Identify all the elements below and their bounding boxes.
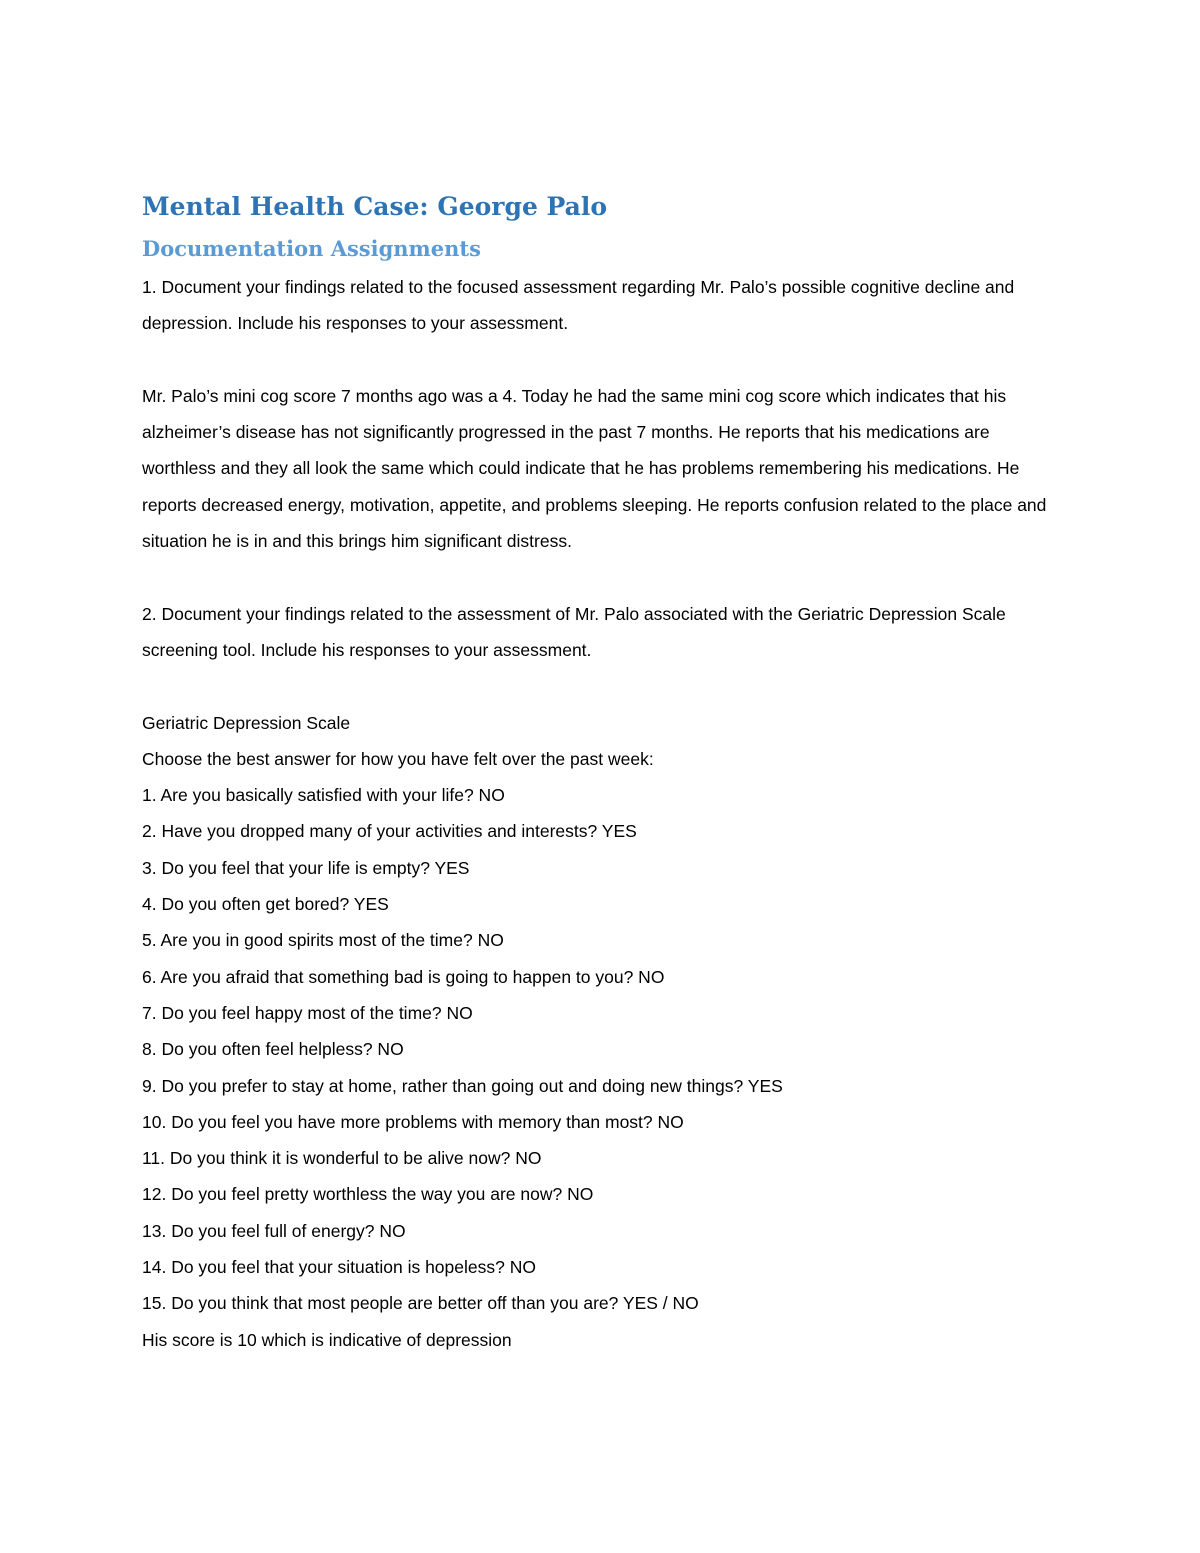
scale-item: 6. Are you afraid that something bad is going to happen to you? NO: [142, 966, 665, 987]
scale-item: 2. Have you dropped many of your activities and interests? YES: [142, 821, 637, 842]
blank-line: [142, 559, 1062, 595]
scale-item: 8. Do you often feel helpless? NO: [142, 1039, 404, 1060]
document-page: [142, 185, 1062, 1358]
document-title: Mental Health Case: George Palo: [142, 192, 608, 221]
scale-item: 3. Do you feel that your life is empty? YES: [142, 857, 470, 878]
blank-line: [142, 668, 1062, 704]
scale-item: 12. Do you feel pretty worthless the way you are now? NO: [142, 1184, 594, 1205]
scale-item: 15. Do you think that most people are better off than you are? YES / NO: [142, 1293, 699, 1314]
scale-item-list: [142, 777, 1062, 1321]
blank-line: [142, 342, 1062, 378]
document-subtitle: Documentation Assignments: [142, 236, 481, 261]
score-statement: His score is 10 which is indicative of depression: [142, 1329, 512, 1350]
scale-item: 13. Do you feel full of energy? NO: [142, 1220, 406, 1241]
scale-instruction: Choose the best answer for how you have felt over the past week:: [142, 748, 654, 769]
scale-item: 5. Are you in good spirits most of the time? NO: [142, 930, 504, 951]
scale-title: Geriatric Depression Scale: [142, 712, 351, 733]
scale-item: 7. Do you feel happy most of the time? NO: [142, 1002, 473, 1023]
scale-item: 11. Do you think it is wonderful to be alive now? NO: [142, 1148, 542, 1169]
scale-item: 9. Do you prefer to stay at home, rather than going out and doing new things? YES: [142, 1075, 783, 1096]
scale-item: 10. Do you feel you have more problems with memory than most? NO: [142, 1111, 684, 1132]
question-2: 2. Document your findings related to the assessment of Mr. Palo associated with the Geriatric Depression Scale screening tool. Include his responses to your assessment.: [142, 603, 1006, 660]
question-1: 1. Document your findings related to the focused assessment regarding Mr. Palo’s possible cognitive decline and depression. Include his responses to your assessment.: [142, 277, 1015, 334]
scale-item: 4. Do you often get bored? YES: [142, 894, 389, 915]
scale-item: 14. Do you feel that your situation is hopeless? NO: [142, 1257, 536, 1278]
scale-item: 1. Are you basically satisfied with your life? NO: [142, 785, 505, 806]
answer-1: Mr. Palo’s mini cog score 7 months ago was a 4. Today he had the same mini cog score which indicates that his alzheimer’s disease has not significantly progressed in the past 7 months. He reports that his medications are worthless and they all look the same which could indicate that he has problems remembering his medications. He reports decreased energy, motivation, appetite, and problems sleeping. He reports confusion related to the place and situation he is in and this brings him significant distress.: [142, 385, 1047, 552]
